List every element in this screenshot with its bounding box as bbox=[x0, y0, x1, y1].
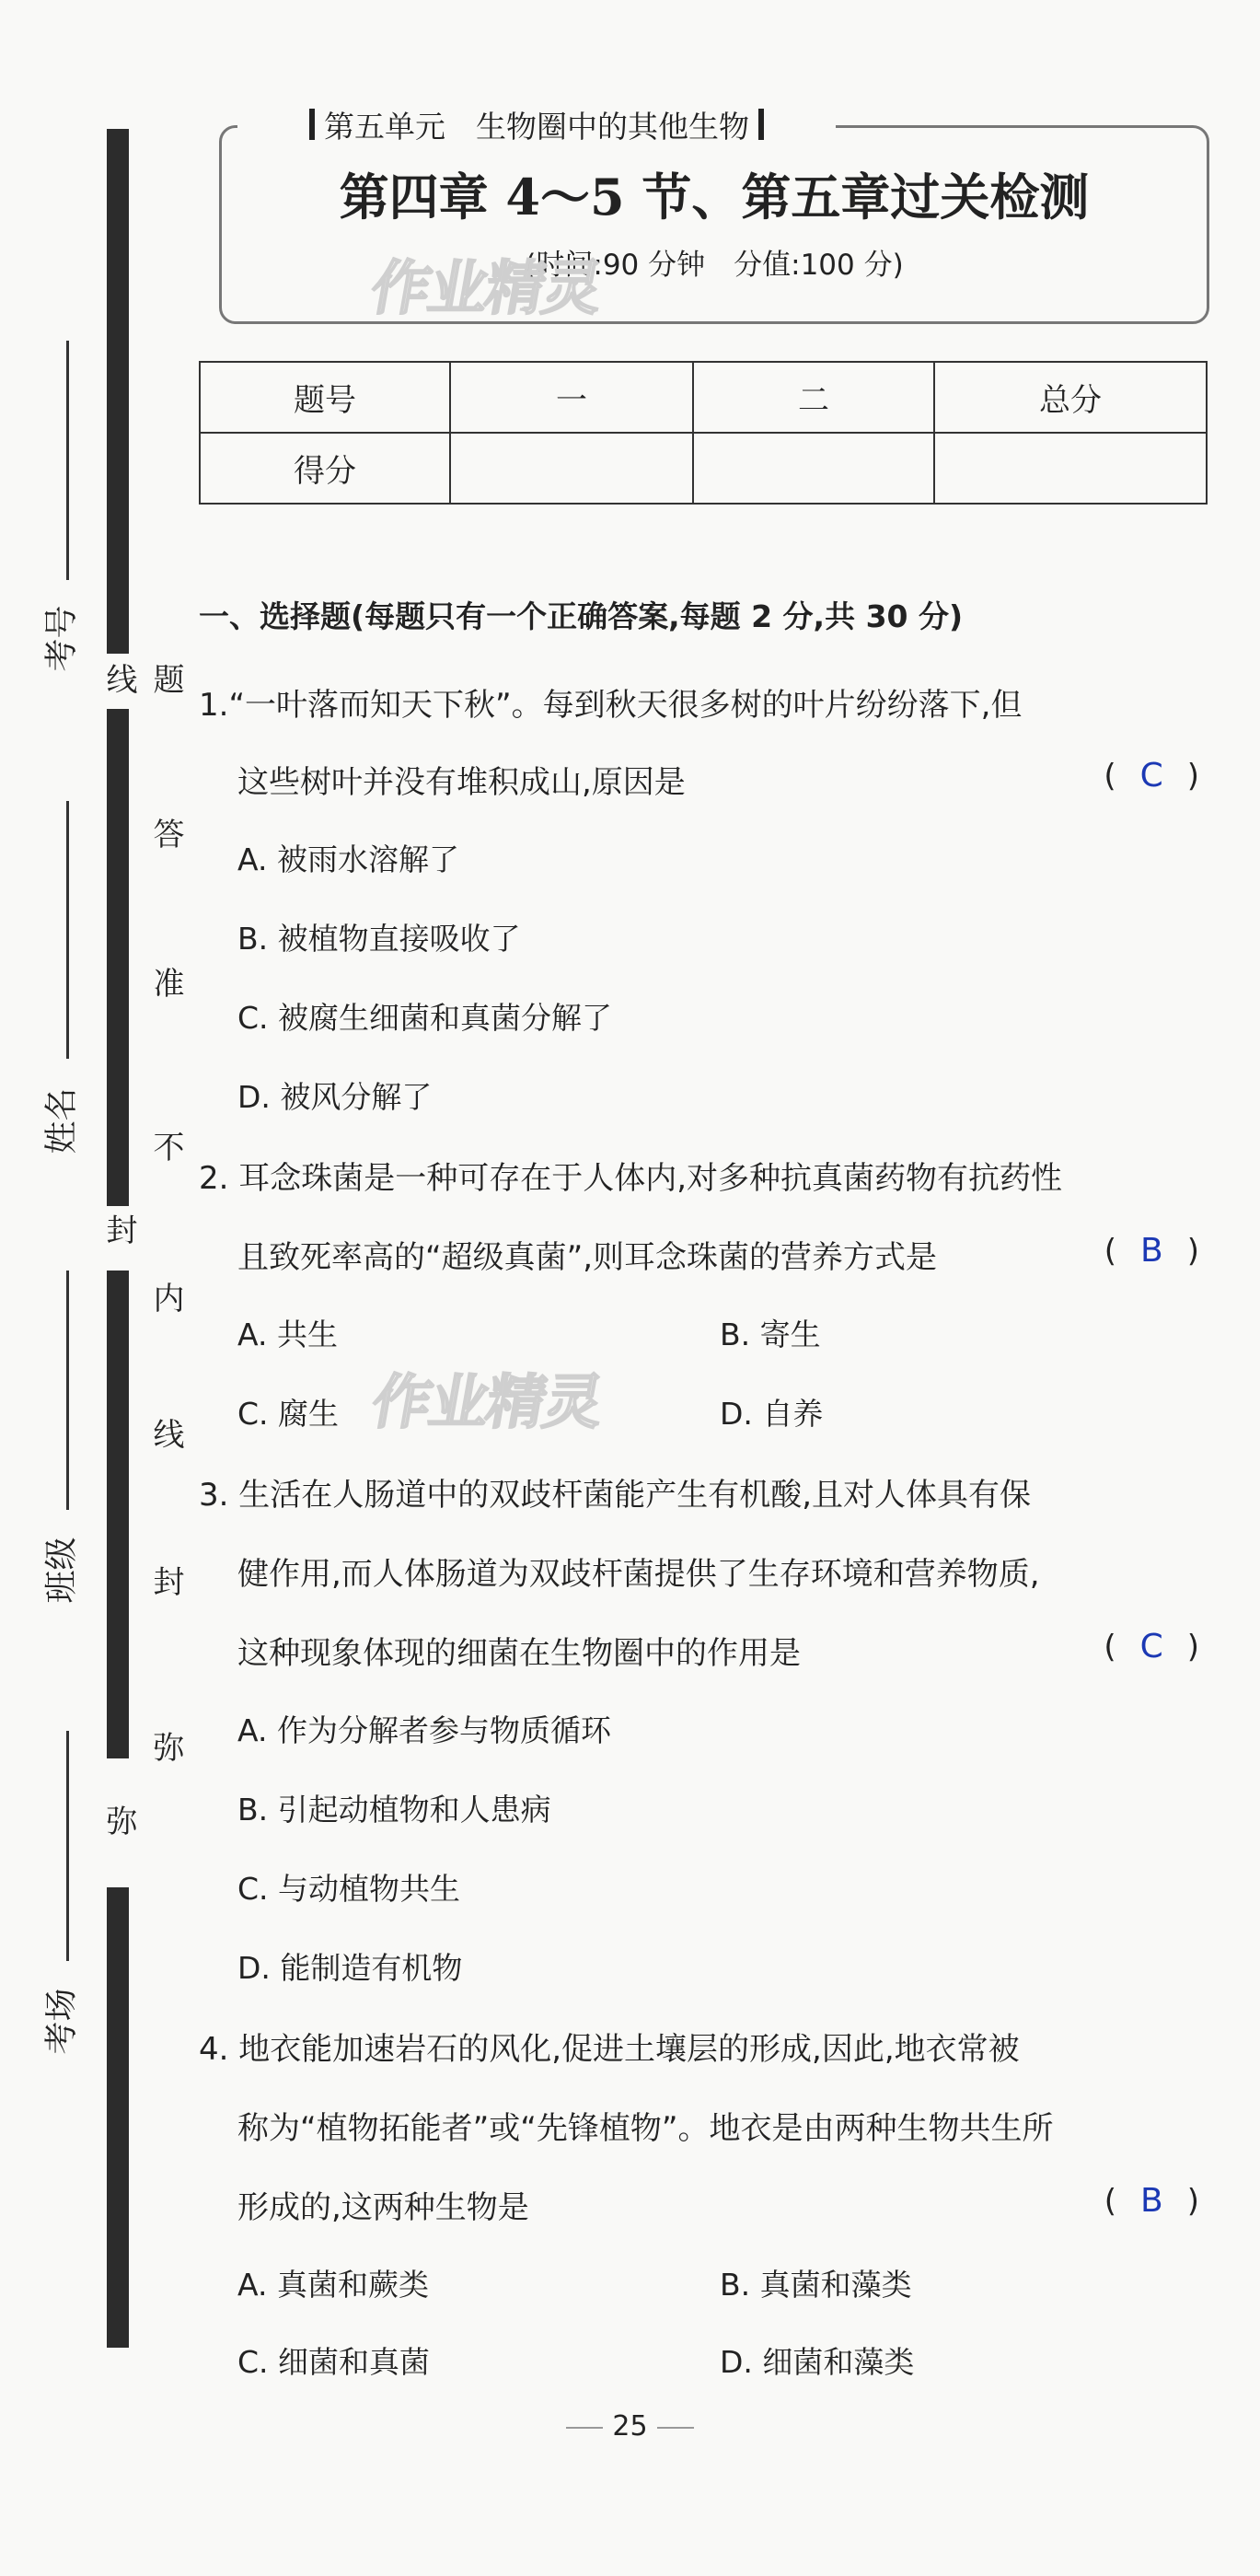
seal-char: 弥 bbox=[147, 1731, 184, 1762]
field-line-exam-no[interactable] bbox=[66, 341, 69, 580]
option: A. 被雨水溶解了 bbox=[237, 841, 459, 877]
page-number bbox=[0, 2410, 1260, 2443]
field-line-exam-room[interactable] bbox=[66, 1731, 69, 1961]
question-line: 3. 生活在人肠道中的双歧杆菌能产生有机酸,且对人体具有保 bbox=[199, 1477, 1032, 1514]
question-line: 1.“一叶落而知天下秋”。每到秋天很多树的叶片纷纷落下,但 bbox=[199, 687, 1023, 724]
seal-bar-lower bbox=[107, 1271, 129, 1758]
page-number-dash-left bbox=[566, 2427, 603, 2429]
score-table-row bbox=[200, 433, 1207, 504]
page-title: 第四章 4～5 节、第五章过关检测 bbox=[339, 168, 1090, 226]
seal-bar-top bbox=[107, 129, 129, 654]
answer-letter: B bbox=[1140, 1232, 1163, 1270]
question-line: 形成的,这两种生物是 bbox=[237, 2189, 529, 2226]
field-label-class: 班级 bbox=[42, 1537, 81, 1604]
option: D. 能制造有机物 bbox=[237, 1950, 463, 1986]
watermark: 作业精灵 bbox=[366, 1369, 607, 1437]
answer-letter: C bbox=[1139, 757, 1163, 795]
answer-blank[interactable]: ( B ) bbox=[1104, 2182, 1199, 2220]
question-line: 这些树叶并没有堆积成山,原因是 bbox=[237, 764, 686, 801]
option: C. 腐生 bbox=[237, 1396, 340, 1432]
answer-letter: C bbox=[1139, 1628, 1163, 1665]
question-line: 健作用,而人体肠道为双歧杆菌提供了生存环境和营养物质, bbox=[237, 1556, 1040, 1593]
score-header-cell: 一 bbox=[450, 362, 693, 433]
seal-bar-bottom bbox=[107, 1887, 129, 2348]
field-label-exam-room: 考场 bbox=[42, 1988, 81, 2055]
option: B. 引起动植物和人患病 bbox=[237, 1792, 551, 1828]
question-line: 称为“植物拓能者”或“先锋植物”。地衣是由两种生物共生所 bbox=[237, 2110, 1054, 2147]
answer-letter: B bbox=[1140, 2182, 1163, 2220]
page-number-dash-right bbox=[657, 2427, 694, 2429]
score-table-header-row bbox=[200, 362, 1207, 433]
question-line: 这种现象体现的细菌在生物圈中的作用是 bbox=[237, 1635, 801, 1672]
score-header-cell: 题号 bbox=[200, 362, 450, 433]
option: B. 被植物直接吸收了 bbox=[237, 921, 521, 957]
watermark: 作业精灵 bbox=[365, 255, 607, 323]
option: A. 真菌和蕨类 bbox=[237, 2267, 429, 2303]
option: D. 自养 bbox=[720, 1396, 824, 1432]
score-header-cell: 二 bbox=[693, 362, 934, 433]
option: B. 真菌和藻类 bbox=[720, 2267, 912, 2303]
seal-char: 准 bbox=[147, 967, 184, 998]
seal-char: 线 bbox=[100, 663, 137, 694]
option: C. 细菌和真菌 bbox=[237, 2344, 431, 2380]
option: D. 细菌和藻类 bbox=[720, 2344, 915, 2380]
score-table bbox=[199, 361, 1208, 505]
score-header-cell: 总分 bbox=[934, 362, 1207, 433]
seal-char: 线 bbox=[147, 1418, 184, 1449]
unit-bracket-left bbox=[309, 109, 315, 140]
page-subtitle: (时间:90 分钟 分值:100 分) bbox=[525, 249, 904, 282]
section-title: 一、选择题(每题只有一个正确答案,每题 2 分,共 30 分) bbox=[199, 598, 964, 634]
score-cell[interactable] bbox=[693, 433, 934, 504]
field-line-class[interactable] bbox=[66, 1271, 69, 1510]
seal-char: 内 bbox=[147, 1282, 184, 1313]
unit-bracket-right bbox=[758, 109, 764, 140]
option: B. 寄生 bbox=[720, 1317, 821, 1352]
score-cell[interactable] bbox=[934, 433, 1207, 504]
score-row-label: 得分 bbox=[200, 433, 450, 504]
option: A. 作为分解者参与物质循环 bbox=[237, 1712, 611, 1748]
unit-text: 第五单元 生物圈中的其他生物 bbox=[324, 108, 749, 145]
seal-bar-middle bbox=[107, 709, 129, 1206]
option: D. 被风分解了 bbox=[237, 1079, 433, 1115]
seal-char: 封 bbox=[100, 1213, 137, 1245]
field-label-exam-no: 考号 bbox=[42, 605, 81, 672]
seal-char: 不 bbox=[147, 1131, 184, 1162]
unit-label bbox=[237, 101, 836, 147]
question-line: 2. 耳念珠菌是一种可存在于人体内,对多种抗真菌药物有抗药性 bbox=[199, 1160, 1063, 1197]
field-line-name[interactable] bbox=[66, 801, 69, 1059]
answer-blank[interactable]: ( C ) bbox=[1104, 757, 1199, 795]
answer-blank[interactable]: ( C ) bbox=[1104, 1628, 1199, 1665]
option: C. 被腐生细菌和真菌分解了 bbox=[237, 1000, 613, 1036]
question-line: 且致死率高的“超级真菌”,则耳念珠菌的营养方式是 bbox=[237, 1239, 938, 1276]
seal-char: 题 bbox=[147, 663, 184, 694]
question-line: 4. 地衣能加速岩石的风化,促进土壤层的形成,因此,地衣常被 bbox=[199, 2031, 1020, 2068]
page-number-value: 25 bbox=[612, 2410, 648, 2443]
answer-blank[interactable]: ( B ) bbox=[1104, 1232, 1199, 1270]
score-cell[interactable] bbox=[450, 433, 693, 504]
seal-char: 弥 bbox=[100, 1804, 137, 1836]
seal-char: 答 bbox=[147, 818, 184, 849]
option: C. 与动植物共生 bbox=[237, 1871, 461, 1907]
seal-char: 封 bbox=[147, 1565, 184, 1596]
option: A. 共生 bbox=[237, 1317, 338, 1352]
field-label-name: 姓名 bbox=[42, 1087, 81, 1155]
